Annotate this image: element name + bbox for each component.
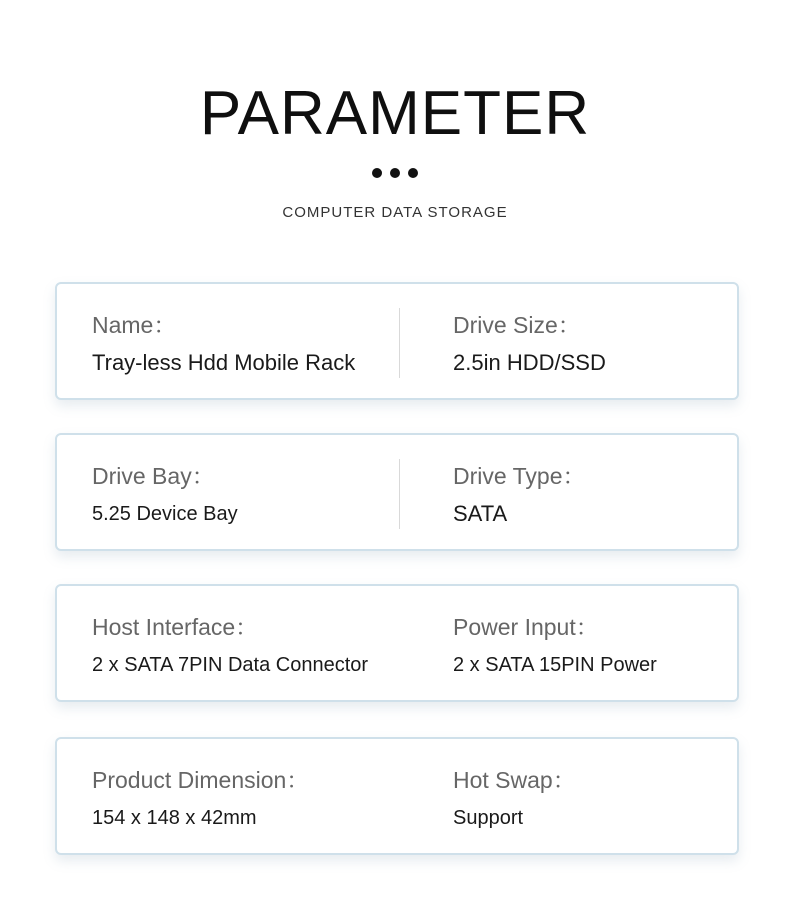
param-hot-swap xyxy=(453,765,576,833)
param-product-dimension xyxy=(92,765,309,833)
parameter-card-dimension xyxy=(55,737,739,855)
param-label: Product Dimension： xyxy=(92,767,310,793)
param-value: 2 x SATA 15PIN Power xyxy=(453,654,657,676)
page-title: PARAMETER xyxy=(199,79,591,148)
param-label: Drive Size： xyxy=(453,312,581,338)
param-value: 2 x SATA 7PIN Data Connector xyxy=(92,654,369,676)
param-host-interface xyxy=(92,612,368,680)
dots-decoration xyxy=(0,168,790,178)
param-drive-type xyxy=(453,461,586,529)
page-subtitle: COMPUTER DATA STORAGE xyxy=(282,204,508,221)
parameter-card-host-interface xyxy=(55,584,739,702)
param-value: 154 x 148 x 42mm xyxy=(92,807,257,829)
parameter-card-name xyxy=(55,282,739,400)
param-label: Drive Type： xyxy=(453,463,586,489)
param-label: Host Interface： xyxy=(92,614,259,640)
dot-icon xyxy=(372,168,382,178)
param-name xyxy=(92,310,355,378)
parameter-card-drive-bay xyxy=(55,433,739,551)
column-divider xyxy=(399,459,400,529)
param-value: 5.25 Device Bay xyxy=(92,503,238,525)
param-value: Tray-less Hdd Mobile Rack xyxy=(92,350,356,375)
param-label: Hot Swap： xyxy=(453,767,576,793)
param-value: SATA xyxy=(453,501,508,526)
dot-icon xyxy=(390,168,400,178)
dot-icon xyxy=(408,168,418,178)
column-divider xyxy=(399,308,400,378)
param-label: Power Input： xyxy=(453,614,599,640)
param-drive-size xyxy=(453,310,606,378)
param-value: 2.5in HDD/SSD xyxy=(453,350,606,375)
param-drive-bay xyxy=(92,461,238,529)
param-power-input xyxy=(453,612,657,680)
param-label: Name： xyxy=(92,312,177,338)
param-value: Support xyxy=(453,807,524,829)
param-label: Drive Bay： xyxy=(92,463,215,489)
